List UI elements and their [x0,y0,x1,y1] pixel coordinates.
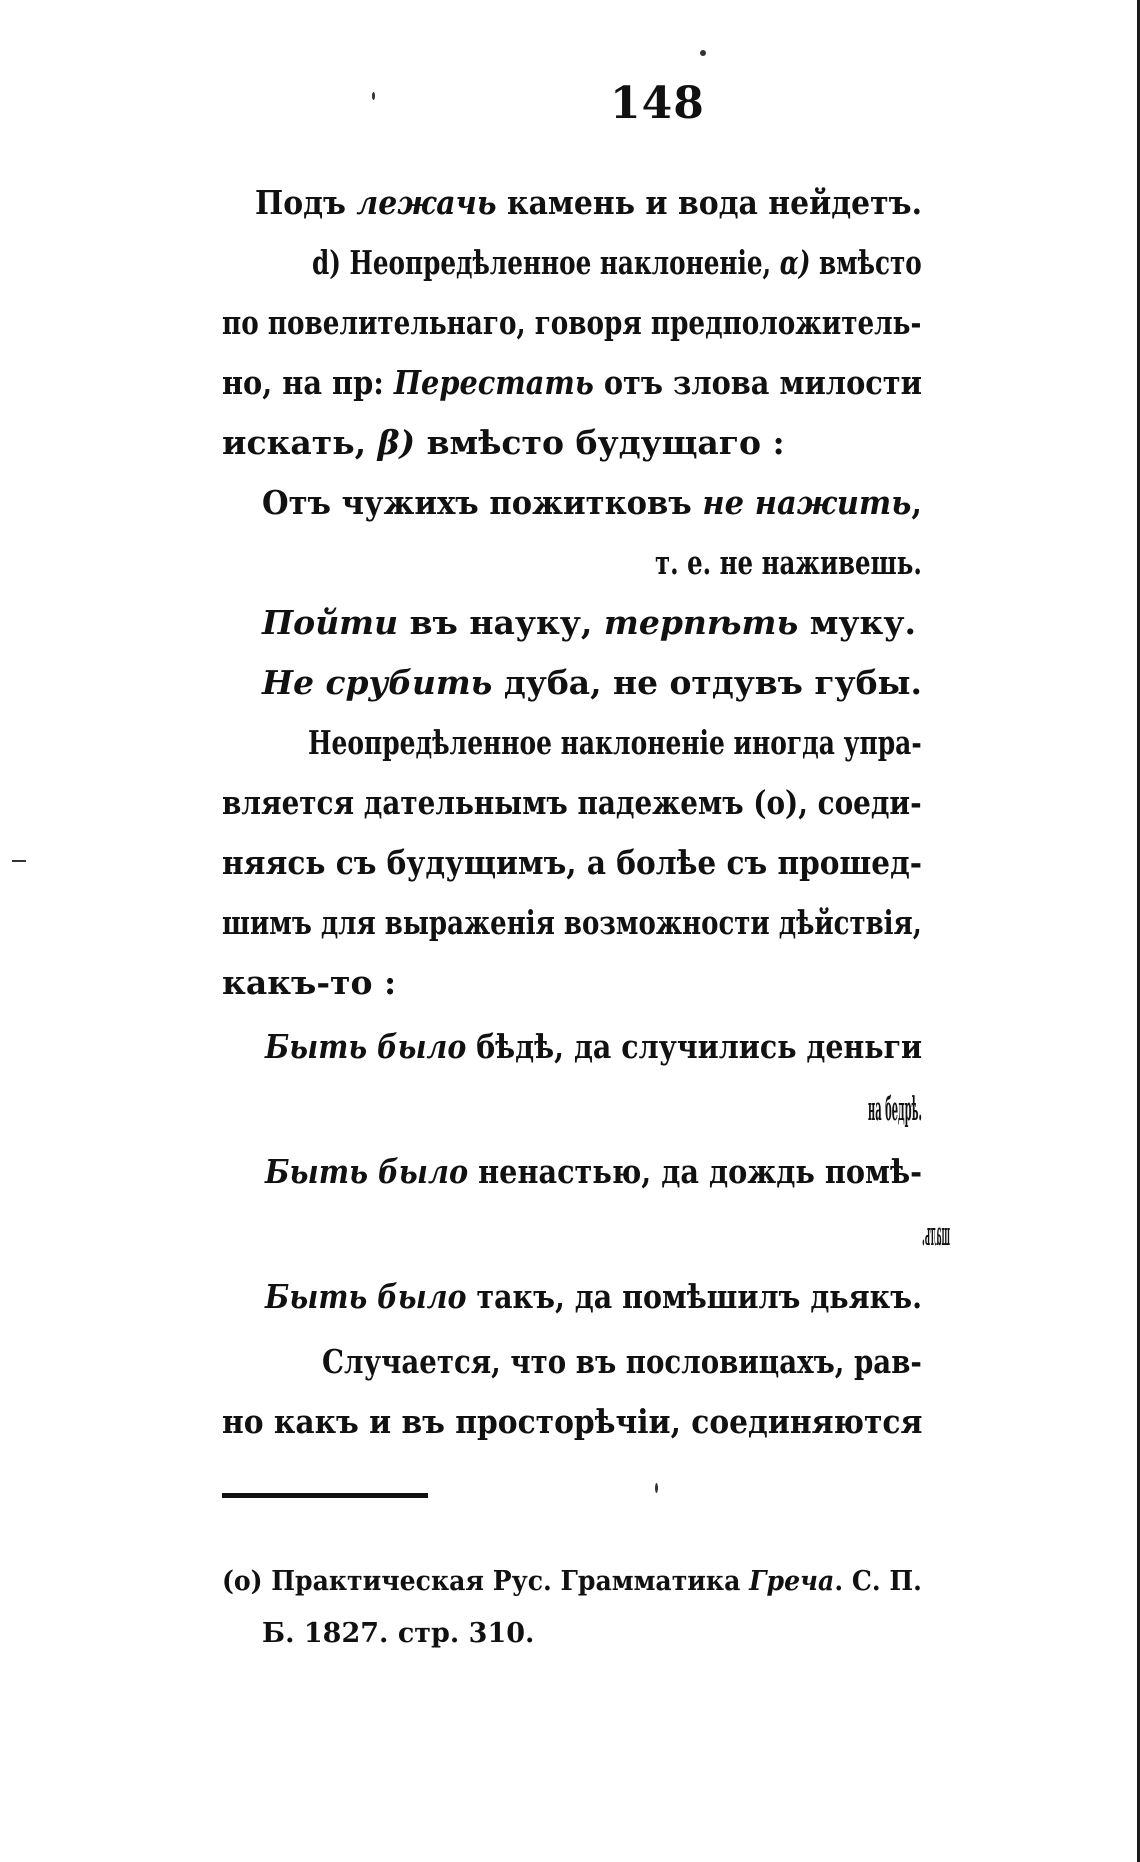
text-segment: Б. 1827. стр. 310. [262,1618,535,1649]
text-line [262,603,916,642]
italic-text: α) [779,243,811,282]
text-line [222,843,923,882]
text-segment: (о) Практическая Рус. Грамматика [222,1566,750,1597]
italic-text: Пойти [262,603,399,642]
text-segment: бѣдѣ, да случились деньги [466,1027,923,1066]
text-line [222,903,922,942]
text-segment: искать, [222,423,378,462]
text-segment: вмѣсто [810,243,922,282]
text-line [262,663,922,702]
text-line [922,1214,950,1253]
ink-speck [12,860,26,862]
text-line [222,303,922,342]
text-line [312,243,922,282]
ink-speck [372,92,375,100]
text-segment: отъ злова милости [593,363,922,402]
footnote-line [262,1620,534,1647]
text-line [222,1402,923,1441]
footnote-line [222,1568,922,1595]
text-segment: шалъ. [922,1214,950,1253]
text-line [222,363,922,402]
italic-text: терпѣть [603,603,799,642]
text-line [222,783,922,822]
italic-text: Греча [749,1566,835,1597]
text-segment: ненастью, да дождь помѣ- [468,1152,923,1191]
text-segment: т. е. не наживешь. [655,543,922,582]
text-line [868,1089,922,1128]
italic-text: Быть было [265,1277,467,1316]
text-line [262,483,923,522]
italic-text: не нажить [702,483,912,522]
italic-text: Перестать [393,363,594,402]
text-line [655,543,922,582]
text-segment: Отъ чужихъ пожитковъ [262,483,703,522]
text-segment: d) Неопредѣленное наклоненіе, [312,243,780,282]
text-segment: камень и вода нейдетъ. [496,183,922,222]
text-line [222,963,397,1002]
text-segment: Неопредѣленное наклоненіе иногда упра- [308,723,922,762]
text-segment: дуба, не отдувъ губы. [492,663,922,702]
text-segment: какъ-то : [222,963,397,1002]
italic-text: Не срубить [262,663,493,702]
text-line [265,1152,923,1191]
ink-speck [655,1483,658,1493]
text-segment: но какъ и въ просторѣчіи, соединяются [222,1402,923,1441]
text-segment: Подъ [255,183,357,222]
text-segment: по повелительнаго, говоря предположитель- [222,303,922,342]
ink-speck [700,50,706,56]
text-segment: на бедрѣ. [868,1089,922,1128]
text-segment: но, на пр: [222,363,394,402]
text-line [265,1027,923,1066]
text-line [322,1342,922,1381]
italic-text: лежачь [356,183,497,222]
text-segment: въ науку, [398,603,604,642]
italic-text: Быть было [265,1027,467,1066]
page-number: 148 [610,78,705,129]
text-segment: вмѣсто будущаго : [415,423,785,462]
text-segment: вляется дательнымъ падежемъ (о), соеди- [222,783,922,822]
text-segment: шимъ для выраженія возможности дѣйствія, [222,903,922,942]
text-segment: , [911,483,923,522]
text-line [255,183,922,222]
text-segment: . С. П. [834,1566,922,1597]
text-segment: такъ, да помѣшилъ дьякъ. [466,1277,922,1316]
text-line [265,1277,922,1316]
text-segment: муку. [798,603,916,642]
italic-text: β) [377,423,416,462]
text-segment: няясь съ будущимъ, а болѣе съ прошед- [222,843,923,882]
footnote-rule [222,1493,428,1498]
text-line [308,723,922,762]
italic-text: Быть было [265,1152,469,1191]
text-line [222,423,785,462]
text-segment: Случается, что въ пословицахъ, рав- [322,1342,922,1381]
